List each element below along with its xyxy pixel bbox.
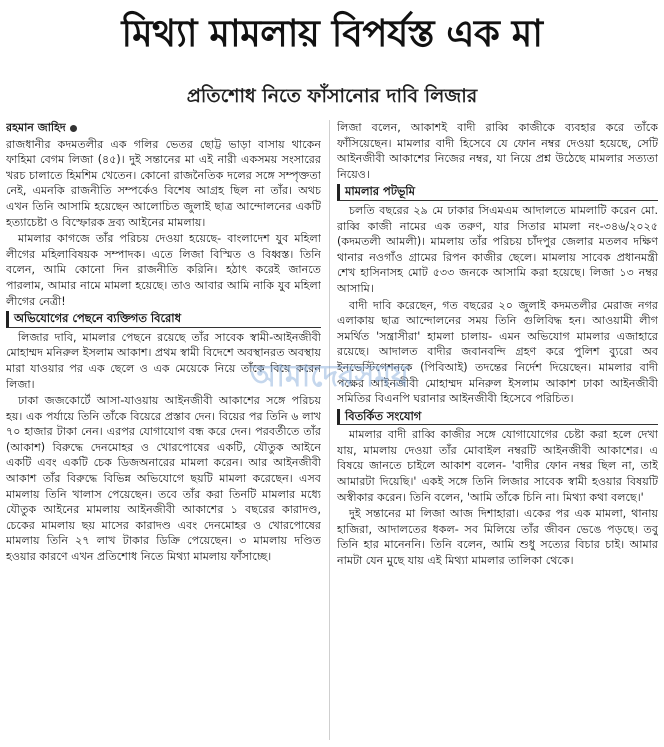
paragraph: লিজার দাবি, মামলার পেছনে রয়েছে তাঁর সাবেক স্বামী-আইনজীবী মোহাম্মদ মনিরুল ইসলাম আকাশ। প্রথম স্বামী বিদেশে অবস্থানরত অবস্থায় মারা যাওয়ার পর এক ছেলে ও এক মেয়েকে নিয়ে তাঁকে বিয়ে করেন লিজা। — [6, 330, 321, 391]
column-divider — [329, 120, 330, 740]
headline: মিথ্যা মামলায় বিপর্যস্ত এক মা — [121, 11, 543, 55]
byline: রহমান জাহিদ — [6, 121, 66, 134]
paragraph: রাজধানীর কদমতলীর এক গলির ভেতর ছোট্ট ভাড়া বাসায় থাকেন ফাহিমা বেগম লিজা (৪৫)। দুই সন্তানের মা এই নারী একসময় সংসারের খরচ চালাতে হিমশিম খেতেন। কোনো রাজনৈতিক দলের সঙ্গে সম্পৃক্ততা নেই, এমনকি রাজনীতি সম্পর্কেও বিশেষ আগ্রহ ছিল না তাঁর। অথচ এখন তিনি আসামি হয়েছেন আলোচিত জুলাই ছাত্র আন্দোলনের একটি হত্যাচেষ্টা ও বিস্ফোরক দ্রব্য আইনের মামলায়। — [6, 137, 321, 229]
paragraph: লিজা বলেন, আকাশই বাদী রাব্বি কাজীকে ব্যবহার করে তাঁকে ফাঁসিয়েছেন। মামলার বাদী হিসেবে যে ফোন নম্বর দেওয়া হয়েছে, সেটি আইনজীবী আকাশের নিজের নম্বর, যা নিয়ে প্রশ্ন উঠেছে মামলার সত্যতা নিয়েও। — [337, 121, 658, 181]
paragraph: দুই সন্তানের মা লিজা আজ দিশাহারা। একের পর এক মামলা, থানায় হাজিরা, আদালতের ধকল- সব মিলিয়ে তাঁর জীবন ভেঙে পড়ছে। তবু তিনি হার মানেননি। তিনি বলেন, আমি শুধু সত্যের বিচার চাই। আমার নামটা যেন মুছে যায় এই মিথ্যা মামলার তালিকা থেকে। — [337, 507, 658, 568]
paragraph: চলতি বছরের ২৯ মে ঢাকার সিএমএম আদালতে মামলাটি করেন মো. রাব্বি কাজী নামের এক তরুণ, যার সিতার মামলা নং-৩৪৬/২০২৫ (কদমতলী আমলী)। মামলায় তাঁর পরিচয় চাঁদপুর জেলার মতলব দক্ষিণ থানার নওগাঁও গ্রামের রিপন কাজীর ছেলে। মামলায় সাবেক প্রধানমন্ত্রী শেখ হাসিনাসহ মোট ৫৩৩ জনকে আসামি করা হয়েছে। লিজা ১৩ নম্বর আসামি। — [337, 203, 658, 295]
left-column — [6, 120, 321, 745]
section-heading: বিতর্কিত সংযোগ — [337, 409, 658, 426]
paragraph: ঢাকা জজকোর্টে আসা-যাওয়ায় আইনজীবী আকাশের সঙ্গে পরিচয় হয়। এক পর্যায়ে তিনি তাঁকে বিয়েরে প্রস্তাব দেন। বিয়ের পর তিনি ৬ লাখ ৭০ হাজার টাকা নেন। এরপর যোগাযোগ বন্ধ করে দেন। পরবর্তীতে তাঁর (আকাশ) বিরুদ্ধে দেনমোহর ও খোরপোষের একটি, যৌতুক আইনে একটি এবং একটি চেক ডিজঅনারের মামলা করেন। আর আইনজীবী আকাশ তাঁর বিরুদ্ধে বিভিন্ন অভিযোগে ছয়টি মামলা করেছেন। এসব মামলায় তিনি খালাস পেয়েছেন। তবে তাঁর করা তিনটি মামলার মধ্যে যৌতুক আইনের মামলায় আইনজীবী আকাশের ১ বছরের কারাদণ্ড, চেকের মামলায় ছয় মাসের কারাদণ্ড এবং দেনমোহর ও খোরপোষের মামলায় তিনি ২৭ লাখ টাকার ডিক্রি পেয়েছেন। ৩ মামলায় দণ্ডিত হওয়ার কারণে এখন প্রতিশোধ নিতে মিথ্যা মামলায় ফাঁসাচ্ছে। — [6, 394, 321, 564]
byline-line — [6, 120, 321, 136]
paragraph: মামলার কাগজে তাঁর পরিচয় দেওয়া হয়েছে- বাংলাদেশ যুব মহিলা লীগের মহিলাবিষয়ক সম্পাদক। এতে লিজা বিস্মিত ও বিধ্বস্ত। তিনি বলেন, আমি কোনো দিন রাজনীতি করিনি। হঠাৎ করেই জানতে পারলাম, আমার নামে মামলা হয়েছে। তাও আবার আমি নাকি যুব মহিলা লীগের নেত্রী! — [6, 232, 321, 308]
subheadline: প্রতিশোধ নিতে ফাঁসানোর দাবি লিজার — [186, 85, 478, 107]
section-heading: মামলার পটভূমি — [337, 184, 658, 201]
right-column — [337, 120, 658, 745]
section-heading: অভিযোগের পেছনে ব্যক্তিগত বিরোধ — [6, 311, 321, 328]
watermark-logo: আমাদেরসময় — [250, 359, 409, 394]
paragraph: বাদী দাবি করেছেন, গত বছরের ২০ জুলাই কদমতলীর মেরাজ নগর এলাকায় ছাত্র আন্দোলনের সময় তিনি গুলিবিদ্ধ হন। আওয়ামী লীগ সমর্থিত 'সন্ত্রাসীরা' হামলা চালায়- এমন অভিযোগ মামলার এজাহারে রয়েছে। আদালত বাদীর জবানবন্দি গ্রহণ করে পুলিশ ব্যুরো অব ইনভেস্টিগেশনকে (পিবিআই) তদন্তের নির্দেশ দিয়েছেন। মামলার বাদী পক্ষের আইনজীবী মোহাম্মদ মনিরুল ইসলাম আকাশ ঢাকা আইনজীবী সমিতির বিএনপি ঘরানার আইনজীবী হিসেবে পরিচিত। — [337, 298, 658, 406]
bullet-icon — [70, 125, 77, 132]
paragraph: মামলার বাদী রাব্বি কাজীর সঙ্গে যোগাযোগের চেষ্টা করা হলে দেখা যায়, মামলায় দেওয়া তাঁর মোবাইল নম্বরটি আইনজীবী আকাশের। এ বিষয়ে জানতে চাইলে আকাশ বলেন- 'বাদীর ফোন নম্বর ছিল না, তাই আমারটা দিয়েছি।' একই সঙ্গে তিনি লিজার সাবেক স্বামী হওয়ার বিষয়টি অস্বীকার করেন। তিনি বলেন, 'আমি তাঁকে চিনি না। মিথ্যা কথা বলছে।' — [337, 428, 658, 504]
